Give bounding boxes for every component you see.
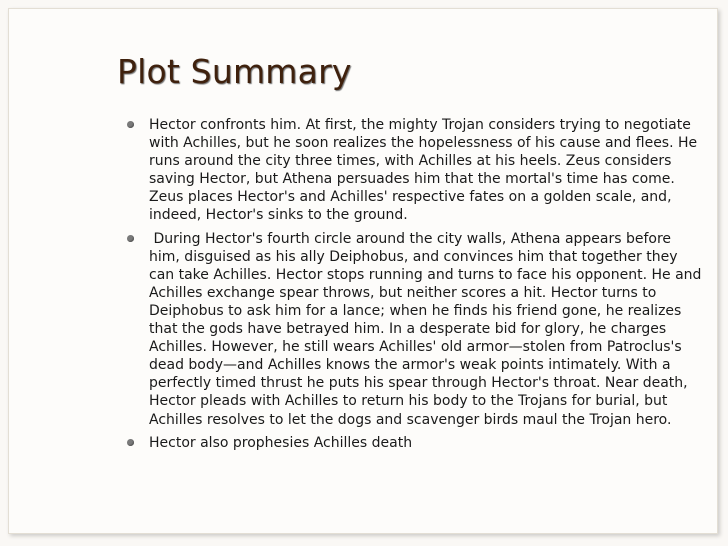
bullet-item: [128, 116, 706, 225]
bullet-text: Hector also prophesies Achilles death: [149, 434, 413, 451]
bullet-text: During Hector's fourth circle around the city walls, Athena appears before him, disguised as his ally Deiphobus, and convinces him that together they can take Achilles. Hector stops running and turns to face his opponent. He and Achilles exchange spear throws, but neither scores a hit. Hector turns to Deiphobus to ask him for a lance; when he finds his friend gone, he realizes that the gods have betrayed him. In a desperate bid for glory, he charges Achilles. However, he still wears Achilles' old armor—stolen from Patroclus's dead body—and Achilles knows the armor's weak points intimately. With a perfectly timed thrust he puts his spear through Hector's throat. Near death, Hector pleads with Achilles to return his body to the Trojans for burial, but Achilles resolves to let the dogs and scavenger birds maul the Trojan hero.: [149, 230, 706, 428]
bullet-dot-icon: [127, 121, 134, 128]
slide-title: Plot Summary: [117, 52, 352, 91]
bullet-dot-icon: [127, 235, 134, 242]
bullet-item: [128, 230, 706, 429]
bullet-list: [128, 116, 706, 457]
bullet-text: Hector confronts him. At first, the mighty Trojan considers trying to negotiate with Achilles, but he soon realizes the hopelessness of his cause and flees. He runs around the city three times, with Achilles at his heels. Zeus considers saving Hector, but Athena persuades him that the mortal's time has come. Zeus places Hector's and Achilles' respective fates on a golden scale, and, indeed, Hector's sinks to the ground.: [149, 117, 702, 224]
bullet-dot-icon: [127, 439, 134, 446]
bullet-item: [128, 434, 706, 452]
